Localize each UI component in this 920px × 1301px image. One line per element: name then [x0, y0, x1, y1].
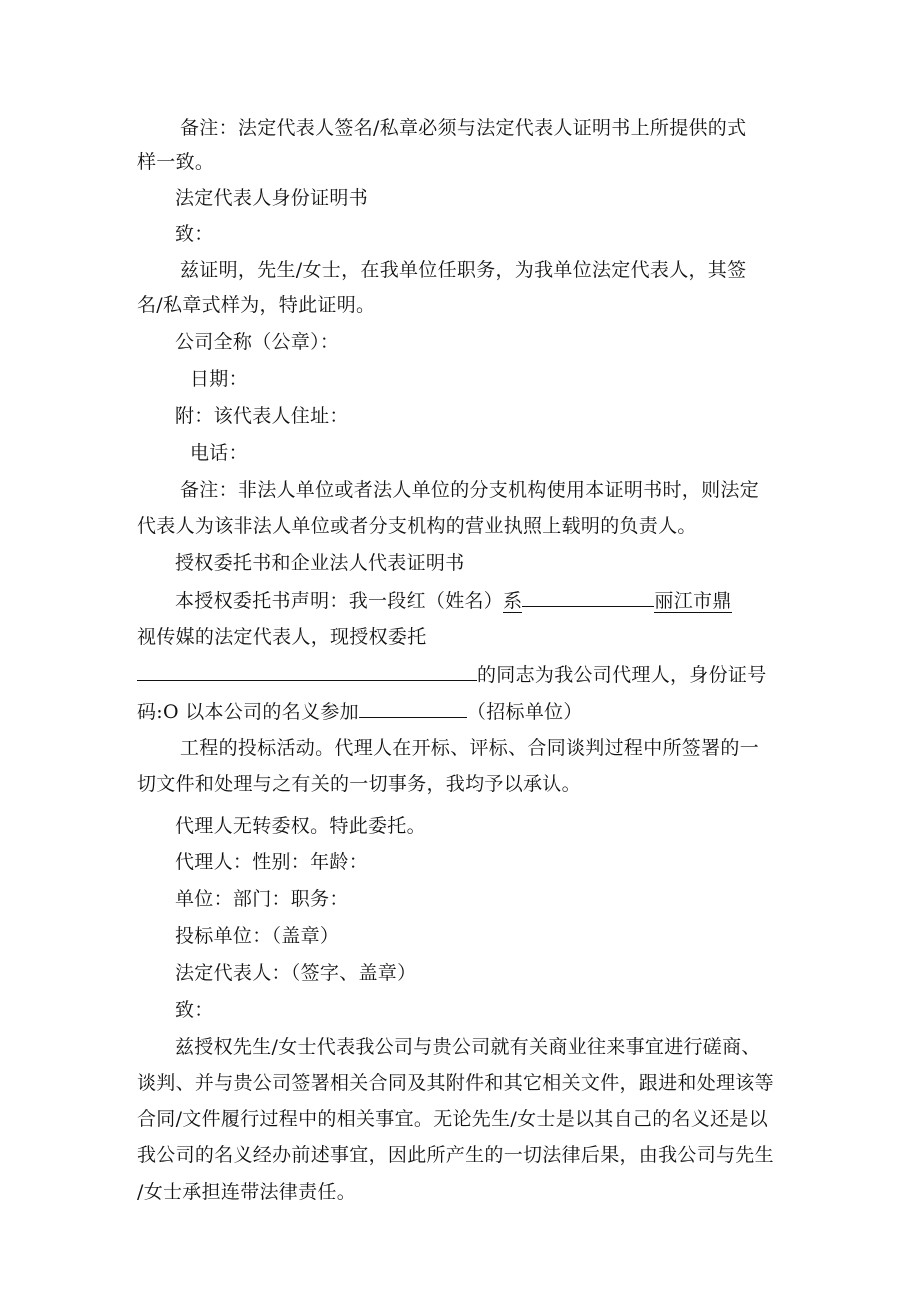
- authorization-line4-prefix: 码:O 以本公司的名义参加: [137, 701, 359, 723]
- grant-line5: /女士承担连带法律责任。: [137, 1181, 357, 1203]
- addressee-2: 致：: [175, 999, 214, 1021]
- authorization-line3-suffix: 的同志为我公司代理人，身份证号: [477, 664, 767, 686]
- company-name-field: 公司全称（公章）：: [175, 331, 340, 353]
- bidding-unit-blank: [359, 699, 467, 718]
- note2-line1: 备注：非法人单位或者法人单位的分支机构使用本证明书时，则法定: [180, 479, 760, 501]
- note1-line1: 备注：法定代表人签名/私章必须与法定代表人证明书上所提供的式: [180, 117, 747, 139]
- phone-field: 电话：: [190, 442, 248, 464]
- addressee-1: 致：: [175, 223, 214, 245]
- authorization-line1-underlined: 系: [503, 590, 523, 612]
- certify-line2: 名/私章式样为，特此证明。: [137, 294, 376, 316]
- grant-line1: 兹授权先生/女士代表我公司与贵公司就有关商业往来事宜进行磋商、: [175, 1036, 761, 1058]
- authorization-line2: 视传媒的法定代表人，现授权委托: [137, 626, 427, 648]
- grant-line4: 我公司的名义经办前述事宜，因此所产生的一切法律后果，由我公司与先生: [137, 1144, 774, 1166]
- no-subdelegation: 代理人无转委权。特此委托。: [175, 815, 426, 837]
- agent-name-blank: [137, 662, 477, 681]
- note1-line2: 样一致。: [137, 151, 215, 173]
- bidder-unit-seal: 投标单位：（盖章）: [175, 925, 340, 947]
- authorization-line1-prefix: 本授权委托书声明：我一段红（姓名）: [175, 590, 504, 612]
- authorization-line1-suffix: 丽江市鼎: [654, 590, 732, 612]
- authorization-line6: 切文件和处理与之有关的一切事务，我均予以承认。: [137, 773, 581, 795]
- identity-certificate-title: 法定代表人身份证明书: [175, 187, 369, 209]
- date-field: 日期：: [190, 368, 248, 390]
- authorization-line4: [137, 699, 583, 724]
- authorization-line3: [137, 662, 767, 687]
- grant-line3: 合同/文件履行过程中的相关事宜。无论先生/女士是以其自己的名义还是以: [137, 1108, 769, 1130]
- authorization-title: 授权委托书和企业法人代表证明书: [175, 552, 465, 574]
- legal-representative-signature: 法定代表人：（签字、盖章）: [175, 962, 417, 984]
- unit-info: 单位：部门：职务：: [175, 888, 349, 910]
- agent-info: 代理人：性别：年龄：: [175, 851, 369, 873]
- authorization-line1: [175, 588, 732, 613]
- certify-line1: 兹证明，先生/女士，在我单位任职务，为我单位法定代表人，其签: [180, 259, 747, 281]
- authorization-line5: 工程的投标活动。代理人在开标、评标、合同谈判过程中所签署的一: [180, 737, 760, 759]
- note2-line2: 代表人为该非法人单位或者分支机构的营业执照上载明的负责人。: [137, 515, 697, 537]
- representative-address-field: 附：该代表人住址：: [175, 405, 349, 427]
- authorization-line4-suffix: （招标单位）: [466, 701, 583, 723]
- name-blank: [522, 588, 654, 607]
- grant-line2: 谈判、并与贵公司签署相关合同及其附件和其它相关文件，跟进和处理该等: [137, 1072, 774, 1094]
